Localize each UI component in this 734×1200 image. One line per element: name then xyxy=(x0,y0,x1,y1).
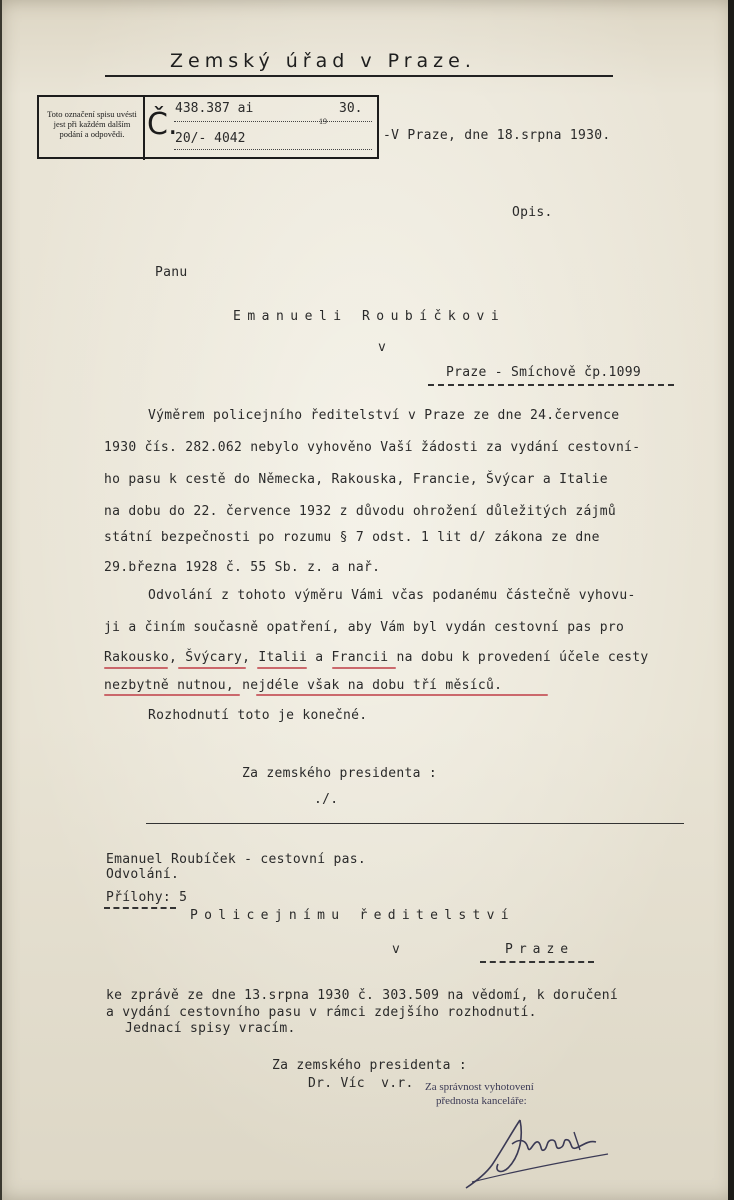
stamp-line-2: přednosta kanceláře: xyxy=(436,1095,527,1107)
red-underline-nutnou xyxy=(104,694,240,696)
footer-recipient: Policejnímu ředitelství xyxy=(190,908,515,923)
reference-box xyxy=(37,95,379,159)
red-underline-rakousko xyxy=(104,667,168,669)
footer-subject-1: Emanuel Roubíček - cestovní pas. xyxy=(106,852,367,867)
city-underline xyxy=(480,961,594,963)
reference-year: 30. xyxy=(339,101,363,116)
copy-mark: Opis. xyxy=(512,205,553,220)
footer-sign-line: Za zemského presidenta : xyxy=(272,1058,468,1073)
paragraph-1-line: 29.března 1928 č. 55 Sb. z. a nař. xyxy=(104,560,381,575)
handwritten-signature xyxy=(462,1110,612,1190)
paragraph-2-line: ji a činím současně opatření, aby Vám byl vydán cestovní pas pro xyxy=(104,620,625,635)
reference-number-1: 438.387 ai xyxy=(175,101,254,116)
paragraph-1-line: na dobu do 22. července 1932 z důvodu ohrožení důležitých zájmů xyxy=(104,504,616,519)
reference-year-prefix: 19 xyxy=(319,117,327,126)
red-underline-francii xyxy=(332,667,396,669)
heading-rule xyxy=(105,75,613,77)
attachments-underline xyxy=(104,907,176,909)
reference-note: Toto označení spisu uvésti jest při každém dalším podání a odpovědi. xyxy=(47,109,137,139)
signature-line-1: Za zemského presidenta : xyxy=(242,766,438,781)
reference-letter: Č. xyxy=(147,107,178,142)
footer-body-line: a vydání cestovního pasu v rámci zdejšího rozhodnutí. xyxy=(106,1005,537,1020)
office-heading: Zemský úřad v Praze. xyxy=(170,50,476,72)
paragraph-2-line: Odvolání z tohoto výměru Vámi včas podanému částečně vyhovu- xyxy=(148,588,636,603)
recipient-location: Praze - Smíchově čp.1099 xyxy=(446,365,642,380)
paragraph-2-line: nezbytně nutnou, nejdéle však na dobu tří měsíců. xyxy=(104,678,503,693)
footer-recipient-preposition: v xyxy=(392,942,401,957)
paragraph-1-line: 1930 čís. 282.062 nebylo vyhověno Vaší žádosti za vydání cestovní- xyxy=(104,440,641,455)
date-line: -V Praze, dne 18.srpna 1930. xyxy=(383,128,611,143)
location-underline xyxy=(428,384,674,386)
footer-attachments: Přílohy: 5 xyxy=(106,890,188,905)
final-statement: Rozhodnutí toto je konečné. xyxy=(148,708,368,723)
stamp-line-1: Za správnost vyhotovení xyxy=(425,1081,534,1093)
paragraph-1-line: státní bezpečnosti po rozumu § 7 odst. 1 lit d/ zákona ze dne xyxy=(104,530,600,545)
reference-dotline-2 xyxy=(174,149,372,150)
footer-body-line: Jednací spisy vracím. xyxy=(125,1021,296,1036)
footer-recipient-city: Praze xyxy=(505,942,575,957)
salutation: Panu xyxy=(155,265,188,280)
signature-mark: ./. xyxy=(314,792,339,807)
paragraph-2-line: Rakousko, Švýcary, Italii a Francii na dobu k provedení účele cesty xyxy=(104,650,649,665)
red-underline-mesicu xyxy=(256,694,548,696)
footer-body-line: ke zprávě ze dne 13.srpna 1930 č. 303.509 na vědomí, k doručení xyxy=(106,988,618,1003)
reference-number-2: 20/- 4042 xyxy=(175,131,246,146)
footer-subject-2: Odvolání. xyxy=(106,867,180,882)
paragraph-1-line: Výměrem policejního ředitelství v Praze ze dne 24.července xyxy=(148,408,620,423)
footer-signer: Dr. Víc v.r. xyxy=(308,1076,414,1091)
reference-divider xyxy=(143,96,145,160)
recipient-preposition: v xyxy=(378,340,387,355)
paragraph-1-line: ho pasu k cestě do Německa, Rakouska, Francie, Švýcar a Italie xyxy=(104,472,608,487)
red-underline-svycary xyxy=(178,667,246,669)
red-underline-italii xyxy=(257,667,307,669)
reference-dotline-1 xyxy=(174,121,372,122)
recipient-name: Emanueli Roubíčkovi xyxy=(233,309,506,324)
section-divider xyxy=(146,823,684,824)
